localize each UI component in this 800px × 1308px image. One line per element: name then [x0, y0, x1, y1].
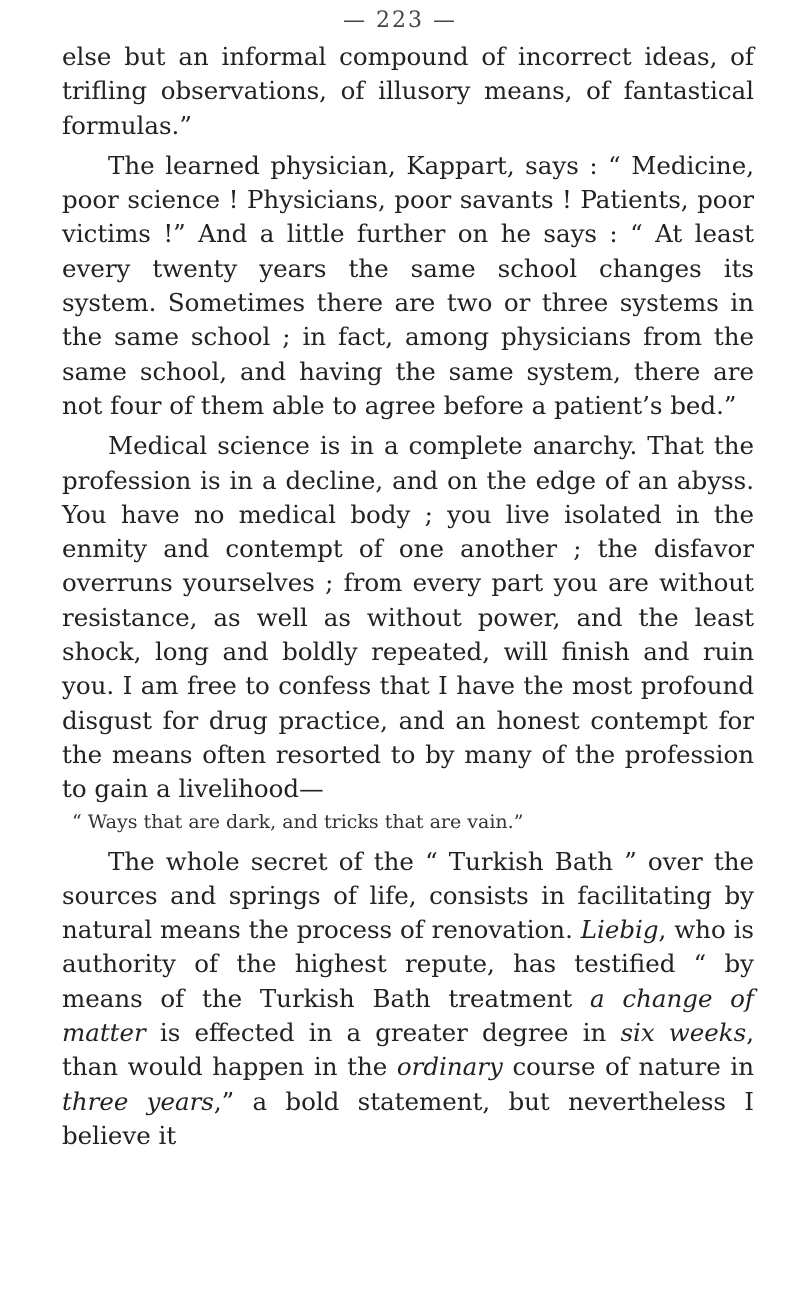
italic-name-liebig: Liebig [580, 915, 659, 945]
verse-quotation: “ Ways that are dark, and tricks that are vain.” [72, 810, 524, 833]
text-segment: , who is authority of the highest repute, has testified “ by means of the Turkish Bath treatment [62, 915, 754, 1013]
italic-phrase: a change of matter [62, 983, 754, 1048]
italic-phrase: three years [62, 1086, 214, 1116]
paragraph-kappart-quote: The learned physician, Kappart, says : “ Medicine, poor science ! Physicians, poor savants ! Patients, poor victims !” And a little further on he says : “ At least every twenty years the same school changes its system. Sometimes there are two or three systems in the same school ; in fact, among physicians from the same school, and having the same system, there are not four of them able to agree before a patient’s bed.” [62, 150, 754, 420]
italic-phrase: six weeks [620, 1018, 747, 1048]
page-body [62, 40, 754, 1153]
text-segment: course of nature in [502, 1052, 754, 1082]
text-segment: The whole secret of the “ Turkish Bath ” over the sources and springs of life, consists in facilitating by natural means the process of renovation. [62, 846, 754, 945]
italic-phrase: ordinary [396, 1052, 503, 1082]
paragraph-continuation: else but an informal compound of incorrect ideas, of trifling observations, of illusory means, of fantastical formulas.” [62, 42, 754, 140]
paragraph-medical-anarchy: Medical science is in a complete anarchy. That the profession is in a decline, and on the edge of an abyss. You have no medical body ; you live isolated in the enmity and contempt of one another ; the disfavor overruns yourselves ; from every part you are without resistance, as well as without power, and the least shock, long and boldly repeated, will finish and ruin you. I am free to confess that I have the most profound disgust for drug practice, and an honest contempt for the means often resorted to by many of the profession to gain a livelihood— [62, 431, 754, 804]
text-segment: ,” a bold statement, but nevertheless I believe it [62, 1086, 754, 1150]
paragraph-turkish-bath [62, 845, 754, 1154]
page-number: — 223 — [343, 8, 457, 33]
text-segment: is effected in a greater degree in [145, 1018, 621, 1048]
text-segment: , than would happen in the [62, 1018, 754, 1082]
